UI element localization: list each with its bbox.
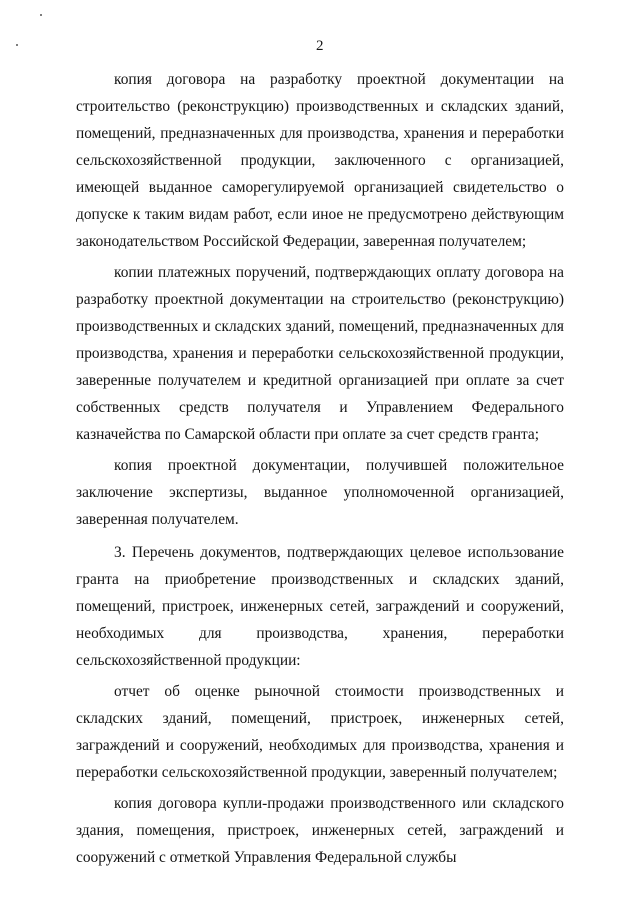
paragraph-payment-orders: копии платежных поручений, подтверждающих оплату договора на разработку проектной документации на строительство (реконструкцию) производственных и складских зданий, помещений, предназначенных для производства, хранения и переработки сельскохозяйственной продукции, заверенные получателем и кредитной организацией при оплате за счет собственных средств получателя и Управлением Федерального казначейства по Самарской области при оплате за счет средств гранта; [76,264,564,443]
paragraph-project-contract-copy: копия договора на разработку проектной документации на строительство (реконструкцию) производственных и складских зданий, помещений, предназначенных для производства, хранения и переработки сельскохозяйственной продукции, заключенного с организацией, имеющей выданное саморегулируемой организацией свидетельство о допуске к таким видам работ, если иное не предусмотрено действующим законодательством Российской Федерации, заверенная получателем; [76,71,564,250]
page-number: 2 [316,38,324,54]
document-body [76,66,564,871]
scan-speck [40,14,42,16]
paragraph-valuation-report: отчет об оценке рыночной стоимости производственных и складских зданий, помещений, пристроек, инженерных сетей, заграждений и сооружений, необходимых для производства, хранения и переработки сельскохозяйственной продукции, заверенный получателем; [76,683,564,781]
paragraph-sale-contract-copy: копия договора купли-продажи производственного или складского здания, помещения, пристроек, инженерных сетей, заграждений и сооружений с отметкой Управления Федеральной службы [76,795,564,866]
paragraph-section-3-heading: 3. Перечень документов, подтверждающих целевое использование гранта на приобретение производственных и складских зданий, помещений, пристроек, инженерных сетей, заграждений и сооружений, необходимых для производства, хранения, переработки сельскохозяйственной продукции: [76,544,564,669]
paragraph-project-documentation-copy: копия проектной документации, получившей положительное заключение экспертизы, выданное уполномоченной организацией, заверенная получателем. [76,457,564,528]
